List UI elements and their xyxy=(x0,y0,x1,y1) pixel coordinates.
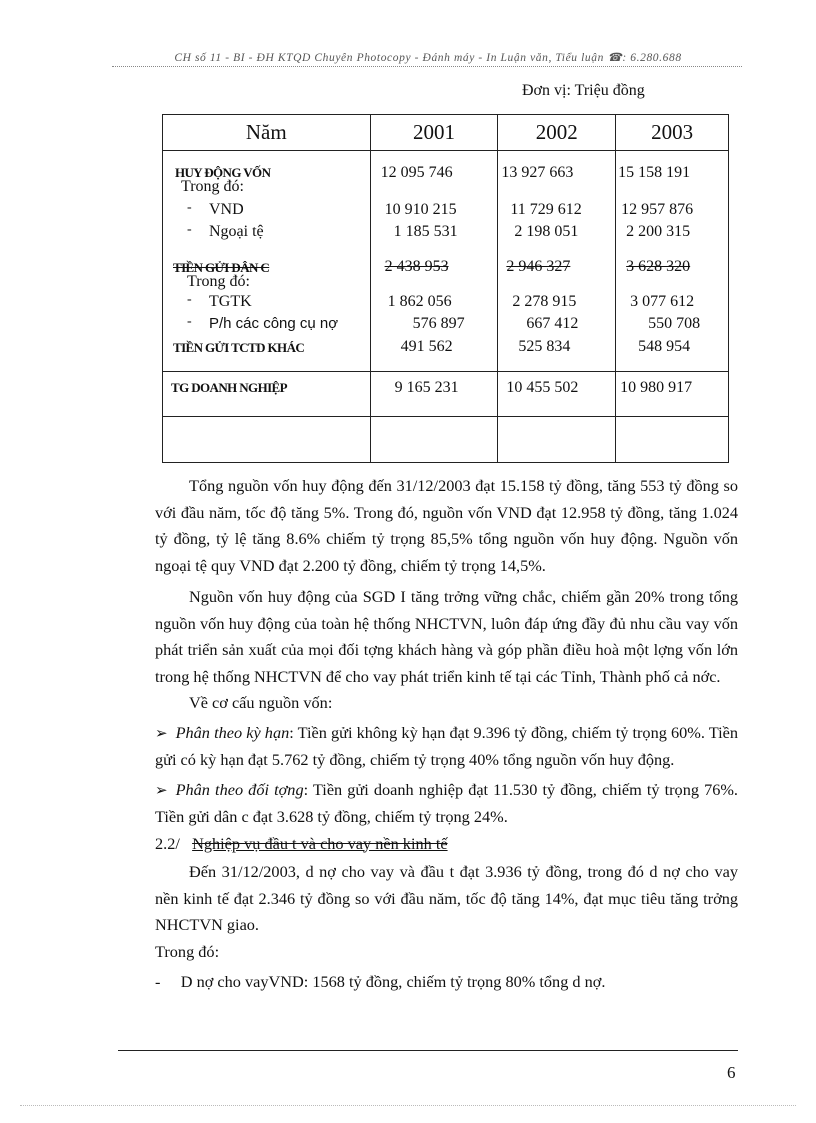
page-header: CH số 11 - BI - ĐH KTQD Chuyên Photocopy - Đánh máy - In Luận văn, Tiểu luận ☎: 6.280.688 xyxy=(174,52,682,64)
bullet-dash: - xyxy=(187,314,192,329)
header-2002: 2002 xyxy=(498,115,616,151)
bullet-dash: - xyxy=(187,292,192,307)
value-phat-hanh-2003: 550 708 xyxy=(648,315,701,332)
header-divider xyxy=(112,66,742,67)
label-ngoai-te: Ngoại tệ xyxy=(209,223,264,240)
value-tgtk-2001: 1 862 056 xyxy=(387,293,452,310)
label-tien-gui-dan-cu: TIỀN GỬI DÂN C xyxy=(173,260,270,275)
label-phat-hanh: P/h các công cụ nợ xyxy=(209,315,339,332)
value-vnd-2002: 11 729 612 xyxy=(510,201,582,218)
value-phat-hanh-2001: 576 897 xyxy=(412,315,465,332)
value-dn-2001: 9 165 231 xyxy=(394,379,459,396)
value-phat-hanh-2002: 667 412 xyxy=(526,315,579,332)
header-2003: 2003 xyxy=(616,115,729,151)
value-dn-2002: 10 455 502 xyxy=(506,379,579,396)
value-huy-dong-2003: 15 158 191 xyxy=(618,164,691,181)
bullet-dash: - xyxy=(187,200,192,215)
arrow-bullet-icon: ➢ xyxy=(155,725,168,742)
label-vnd: VND xyxy=(209,201,244,218)
value-dan-cu-2002: 2 946 327 xyxy=(506,258,571,275)
paragraph-4: ➢ Phân theo kỳ hạn: Tiền gửi không kỳ hạn đạt 9.396 tỷ đồng, chiếm tỷ trọng 60%. Tiền gửi có kỳ hạn đạt 5.762 tỷ đồng, chiếm tỷ trọng 40% tổng nguồn vốn huy động. xyxy=(155,722,738,769)
paragraph-8: - D nợ cho vayVND: 1568 tỷ đồng, chiếm tỷ trọng 80% tổng d nợ. xyxy=(155,972,606,991)
value-tctd-2002: 525 834 xyxy=(518,338,571,355)
paragraph-6: Đến 31/12/2003, d nợ cho vay và đầu t đạt 3.936 tỷ đồng, trong đó d nợ cho vay nền kinh tế đạt 2.346 tỷ đồng so với đầu năm, tốc độ tăng 14%, đạt mục tiêu tăng trởng NHCTVN giao. xyxy=(155,862,738,934)
header-2001: 2001 xyxy=(370,115,498,151)
label-trong-do-1: Trong đó: xyxy=(181,178,244,195)
header-year: Năm xyxy=(163,115,371,151)
footer-divider xyxy=(118,1050,738,1051)
label-huy-dong: HUY ĐỘNG VỐN xyxy=(175,165,271,180)
paragraph-1: Tổng nguồn vốn huy động đến 31/12/2003 đạt 15.158 tỷ đồng, tăng 553 tỷ đồng so với đầu năm, tốc độ tăng 5%. Trong đó, nguồn vốn VND đạt 12.958 tỷ đồng, tăng 1.024 tỷ đồng, tỷ lệ tăng 8.6% chiếm tỷ trọng 85,5% tổng nguồn vốn huy động. Nguồn vốn ngoại tệ quy VND đạt 2.200 tỷ đồng, chiếm tỷ trọng 14,5%. xyxy=(155,476,738,575)
section-number: 2.2/ xyxy=(155,833,180,853)
value-vnd-2001: 10 910 215 xyxy=(384,201,457,218)
page-number: 6 xyxy=(727,1063,736,1082)
bullet-dash: - xyxy=(187,222,192,237)
value-tctd-2003: 548 954 xyxy=(638,338,691,355)
table-row-tctd xyxy=(163,337,729,372)
paragraph-2: Nguồn vốn huy động của SGD I tăng trởng vững chắc, chiếm gần 20% trong tổng nguồn vốn huy động của toàn hệ thống NHCTVN, luôn đáp ứng đầy đủ nhu cầu vay vốn phát triển sản xuất của mọi đối tợng khách hàng và góp phần điều hoà một lợng vốn lớn trong hệ thống NHCTVN để cho vay phát triển kinh tế tại các Tỉnh, Thành phố cả nớc. xyxy=(155,587,738,686)
table-row-main xyxy=(163,151,729,338)
paragraph-5: ➢ Phân theo đối tợng: Tiền gửi doanh nghiệp đạt 11.530 tỷ đồng, chiếm tỷ trọng 76%. Tiền gửi dân c đạt 3.628 tỷ đồng, chiếm tỷ trọng 24%. xyxy=(155,779,738,826)
value-vnd-2003: 12 957 876 xyxy=(621,201,694,218)
label-tgtk: TGTK xyxy=(209,293,252,310)
section-title: Nghiệp vụ đầu t và cho vay nền kinh tế xyxy=(192,833,448,853)
value-ngoai-te-2002: 2 198 051 xyxy=(514,223,579,240)
arrow-bullet-icon: ➢ xyxy=(155,782,168,799)
table-row-empty xyxy=(163,417,729,463)
unit-label: Đơn vị: Triệu đồng xyxy=(522,82,645,99)
paragraph-7: Trong đó: xyxy=(155,941,220,961)
value-dan-cu-2003: 3 628 320 xyxy=(626,258,691,275)
paragraph-3: Về cơ cấu nguồn vốn: xyxy=(189,693,333,712)
value-dn-2003: 10 980 917 xyxy=(620,379,693,396)
bottom-dotted-line xyxy=(20,1105,796,1106)
label-trong-do-2: Trong đó: xyxy=(187,273,250,290)
label-doanh-nghiep: TG DOANH NGHIỆP xyxy=(171,380,287,395)
bullet-dash: - xyxy=(155,972,161,991)
capital-table xyxy=(162,114,729,463)
value-ngoai-te-2003: 2 200 315 xyxy=(626,223,691,240)
value-huy-dong-2001: 12 095 746 xyxy=(380,164,453,181)
value-dan-cu-2001: 2 438 953 xyxy=(384,258,449,275)
table-row-doanh-nghiep xyxy=(163,372,729,417)
label-tctd-khac: TIỀN GỬI TCTD KHÁC xyxy=(173,340,305,355)
value-tctd-2001: 491 562 xyxy=(400,338,453,355)
value-ngoai-te-2001: 1 185 531 xyxy=(393,223,458,240)
value-tgtk-2002: 2 278 915 xyxy=(512,293,577,310)
table-header-row xyxy=(163,115,729,151)
section-heading xyxy=(155,831,738,858)
value-huy-dong-2002: 13 927 663 xyxy=(501,164,574,181)
body-text xyxy=(155,473,738,996)
value-tgtk-2003: 3 077 612 xyxy=(630,293,695,310)
